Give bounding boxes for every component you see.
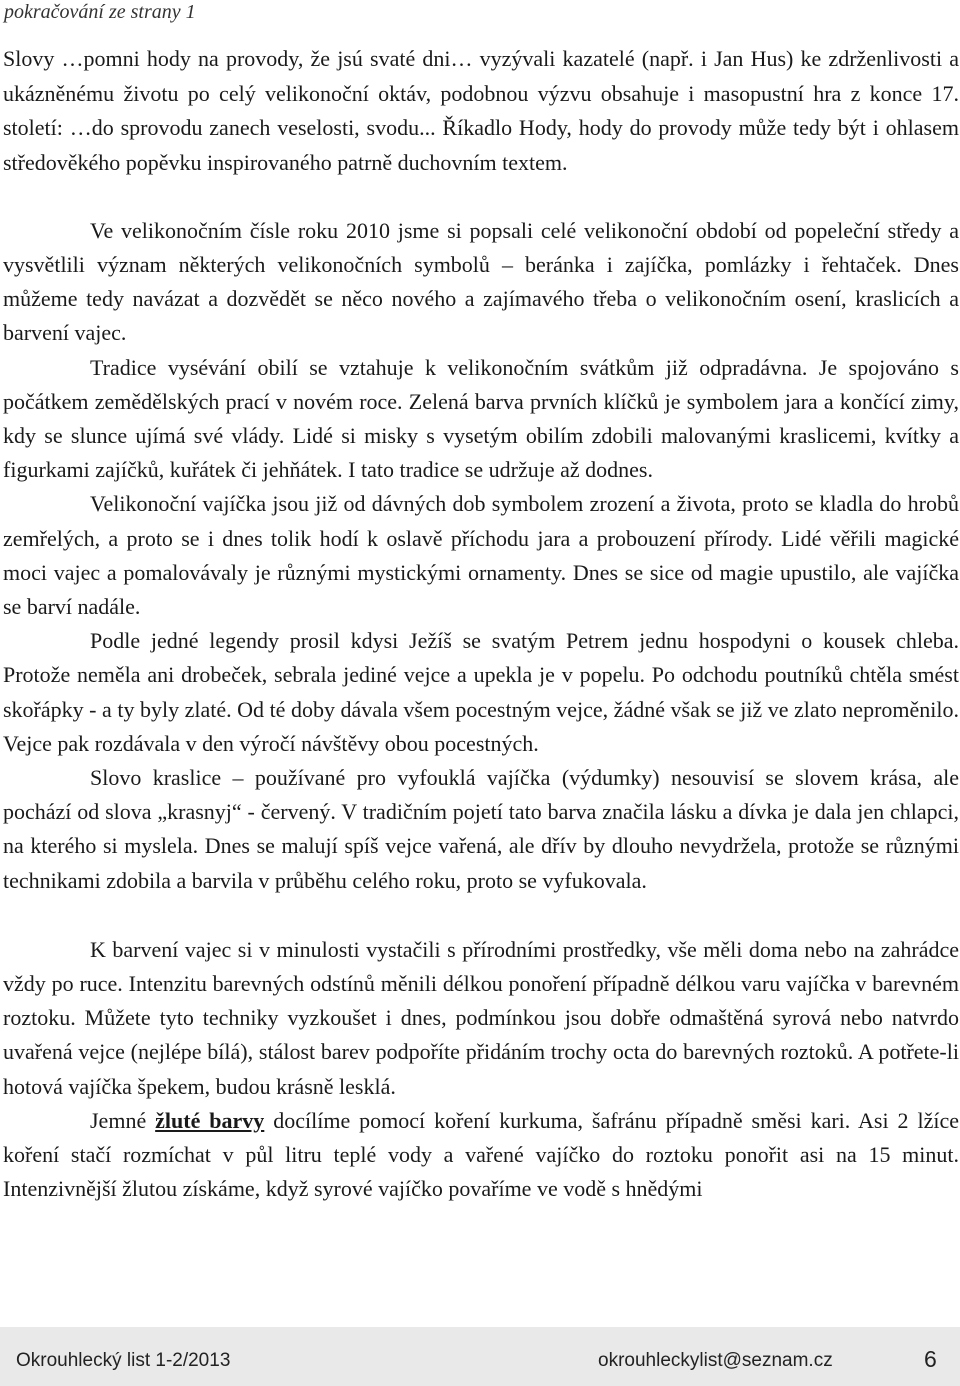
continued-note: pokračování ze strany 1 bbox=[4, 1, 196, 23]
yellow-dye-text: docílíme pomocí koření kurkuma, šafránu případně směsi kari. Asi 2 lžíce koření stačí rozmíchat v půl litru teplé vody a vařené vajíčko do roztoku ponořit asi na 15 minut. Intenzivnější žlutou získáme, když syrové vajíčko povaříme ve vodě s hnědými bbox=[3, 1107, 959, 1202]
paragraph-intro: Slovy …pomni hody na provody, že jsú svaté dni… vyzývali kazatelé (např. i Jan Hus) ke zdrženlivosti a ukázněnému životu po celý velikonoční oktáv, podobnou výzvu obsahuje i masopustní hra z konce 17. století: …do sprovodu zanech veselosti, svodu... Říkadlo Hody, hody do provody může tedy být i ohlasem středověkého popěvku inspirovaného patrně duchovním textem. bbox=[3, 46, 959, 176]
paragraph-yellow-dye bbox=[3, 1104, 959, 1207]
paragraph-easter-eggs: Velikonoční vajíčka jsou již od dávných dob symbolem zrození a života, proto se kladla do hrobů zemřelých, a proto se i dnes tolik hodí k oslavě příchodu jara a probouzení přírody. Lidé věřili magické moci vajec a pomalovávaly je různými mystickými ornamenty. Dnes se sice od magie upustilo, ale vajíčka se barví nadále. bbox=[3, 491, 959, 620]
contact-email: okrouhleckylist@seznam.cz bbox=[598, 1350, 833, 1371]
yellow-dye-emphasis: žluté barvy bbox=[155, 1107, 265, 1133]
paragraph-kraslice: Slovo kraslice – používané pro vyfouklá vajíčka (výdumky) nesouvisí se slovem krása, ale pochází od slova „krasnyj“ - červený. V tradičním pojetí tato barva značila lásku a dívka je dala jen chlapci, na kterého si myslela. Dnes se malují spíš vejce vařená, ale dřív by dlouho nevydržela, protože se různými technikami zdobila a barvila v průběhu celého roku, proto se vyfukovala. bbox=[3, 765, 959, 893]
yellow-dye-intro: Jemné bbox=[90, 1107, 156, 1133]
paragraph-egg-dyeing: K barvení vajec si v minulosti vystačili s přírodními prostředky, vše měli doma nebo na zahrádce vždy po ruce. Intenzitu barevných odstínů měnili délkou ponoření případně délkou varu vajíčka v barevném roztoku. Můžete tyto techniky vyzkoušet i dnes, podmínkou jsou dobře odmaštěná syrová nebo natvrdo uvařená vejce (nejlépe bílá), stálost barev podpoříte přidáním trochy octa do barevných roztoků. A potřete-li hotová vajíčka špekem, budou krásně lesklá. bbox=[3, 936, 959, 1099]
page-number: 6 bbox=[924, 1346, 937, 1372]
page-footer bbox=[0, 1327, 960, 1386]
paragraph-legend: Podle jedné legendy prosil kdysi Ježíš se svatým Petrem jednu hospodyni o kousek chleba. Protože neměla ani drobeček, sebrala jediné vejce a upekla je v popelu. Po odchodu poutníků chtěla smést skořápky - a ty byly zlaté. Od té doby dávala všem pocestným vejce, žádné však se již ve zlato neproměnilo. Vejce pak rozdávala v den výročí návštěvy obou pocestných. bbox=[3, 628, 959, 756]
publication-title: Okrouhlecký list 1-2/2013 bbox=[16, 1350, 231, 1371]
paragraph-easter-issue: Ve velikonočním čísle roku 2010 jsme si popsali celé velikonoční období od popeleční středy a vysvětlili význam některých velikonočních symbolů – beránka i zajíčka, pomlázky i řehtaček. Dnes můžeme tedy navázat a dozvědět se něco nového a zajímavého třeba o velikonočním osení, kraslicích a barvení vajec. bbox=[3, 217, 959, 346]
paragraph-sowing-tradition: Tradice vysévání obilí se vztahuje k velikonočním svátkům již odpradávna. Je spojováno s počátkem zemědělských prací v novém roce. Zelená barva prvních klíčků je symbolem jara a končící zimy, kdy se slunce ujímá své vlády. Lidé si misky s vysetým obilím zdobili malovanými kraslicemi, kvítky a figurkami zajíčků, kuřátek či jehňátek. I tato tradice se udržuje až dodnes. bbox=[3, 354, 959, 483]
article-body bbox=[3, 42, 959, 1207]
